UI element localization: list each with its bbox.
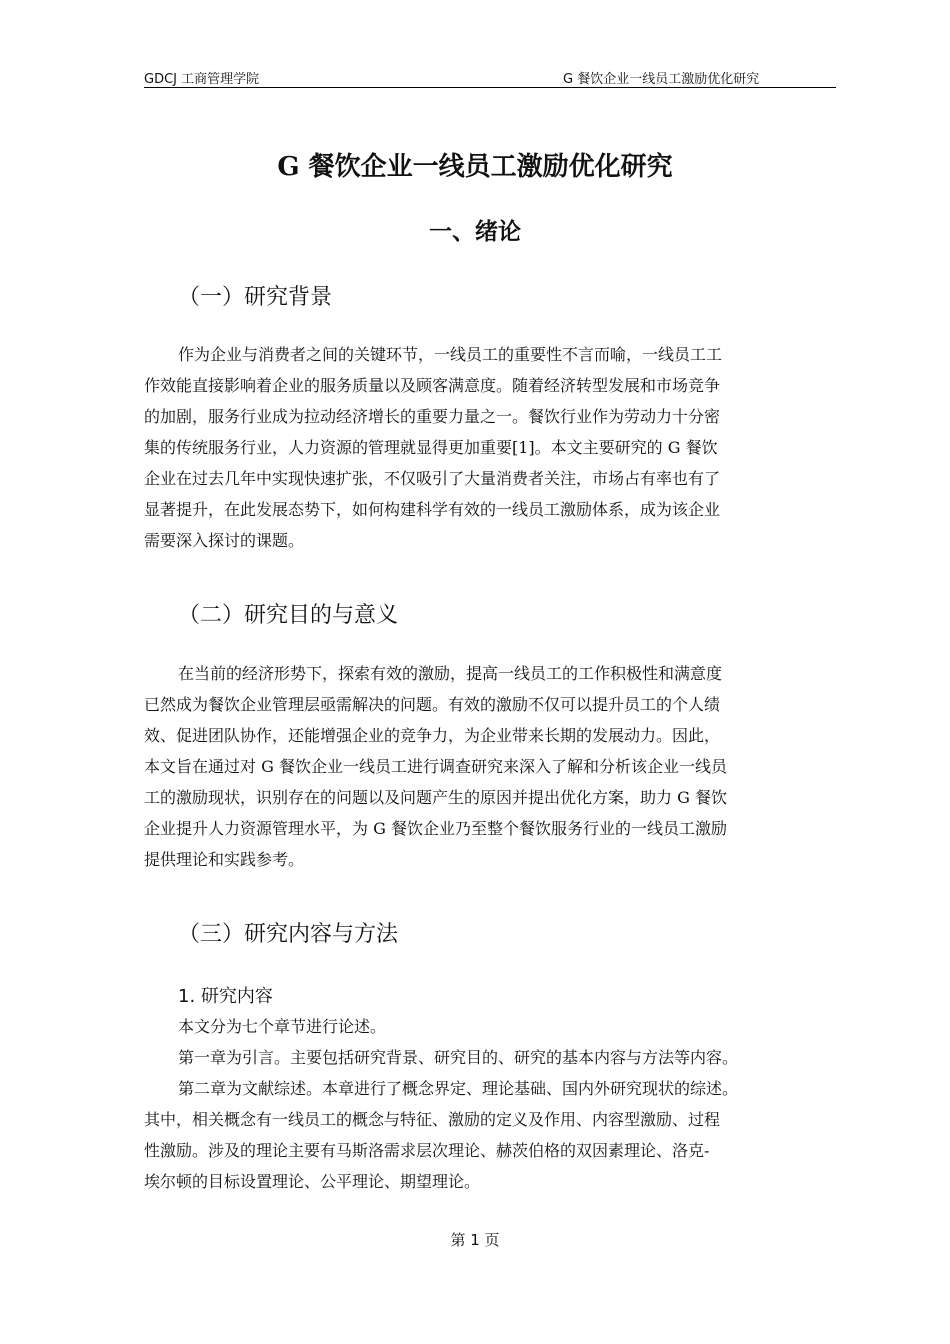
subsection-heading-content: 1. 研究内容 [178, 986, 273, 1007]
text-line: 性激励。涉及的理论主要有马斯洛需求层次理论、赫茨伯格的双因素理论、洛克- [144, 1141, 710, 1160]
section-heading-content-method: （三）研究内容与方法 [178, 922, 399, 947]
text-line: 显著提升，在此发展态势下，如何构建科学有效的一线员工激励体系，成为该企业 [144, 500, 721, 519]
document-title: G 餐饮企业一线员工激励优化研究 [277, 152, 673, 182]
text-line: 的加剧，服务行业成为拉动经济增长的重要力量之一。餐饮行业作为劳动力十分密 [144, 407, 721, 426]
text-line: 企业在过去几年中实现快速扩张，不仅吸引了大量消费者关注，市场占有率也有了 [144, 469, 721, 488]
text-line: 已然成为餐饮企业管理层亟需解决的问题。有效的激励不仅可以提升员工的个人绩 [144, 695, 721, 714]
text-line: 集的传统服务行业，人力资源的管理就显得更加重要[1]。本文主要研究的 G 餐饮 [144, 438, 718, 457]
text-line: 企业提升人力资源管理水平，为 G 餐饮企业乃至整个餐饮服务行业的一线员工激励 [144, 819, 727, 838]
chapter-heading: 一、绪论 [429, 219, 521, 245]
text-line: 第一章为引言。主要包括研究背景、研究目的、研究的基本内容与方法等内容。 [178, 1048, 739, 1067]
text-line: 需要深入探讨的课题。 [144, 531, 305, 550]
section-heading-background: （一）研究背景 [178, 285, 333, 310]
text-line: 工的激励现状，识别存在的问题以及问题产生的原因并提出优化方案，助力 G 餐饮 [144, 788, 727, 807]
paragraph-content [144, 1011, 844, 1197]
text-line: 本文旨在通过对 G 餐饮企业一线员工进行调查研究来深入了解和分析该企业一线员 [144, 757, 727, 776]
text-line: 作为企业与消费者之间的关键环节，一线员工的重要性不言而喻，一线员工工 [178, 345, 723, 364]
text-line: 效、促进团队协作，还能增强企业的竞争力，为企业带来长期的发展动力。因此， [144, 726, 721, 745]
text-line: 作效能直接影响着企业的服务质量以及顾客满意度。随着经济转型发展和市场竞争 [144, 376, 721, 395]
text-line: 其中，相关概念有一线员工的概念与特征、激励的定义及作用、内容型激励、过程 [144, 1110, 721, 1129]
text-line: 埃尔顿的目标设置理论、公平理论、期望理论。 [144, 1172, 481, 1191]
section-heading-purpose: （二）研究目的与意义 [178, 603, 399, 628]
text-line: 本文分为七个章节进行论述。 [178, 1017, 387, 1036]
page-number: 第 1 页 [450, 1231, 500, 1249]
text-line: 提供理论和实践参考。 [144, 850, 305, 869]
header-left-text: GDCJ 工商管理学院 [144, 72, 260, 87]
paragraph-background [144, 339, 844, 556]
text-line: 第二章为文献综述。本章进行了概念界定、理论基础、国内外研究现状的综述。 [178, 1079, 739, 1098]
paragraph-purpose [144, 658, 844, 875]
text-line: 在当前的经济形势下，探索有效的激励，提高一线员工的工作积极性和满意度 [178, 664, 723, 683]
page-header [144, 66, 836, 88]
header-right-text: G 餐饮企业一线员工激励优化研究 [563, 72, 760, 87]
